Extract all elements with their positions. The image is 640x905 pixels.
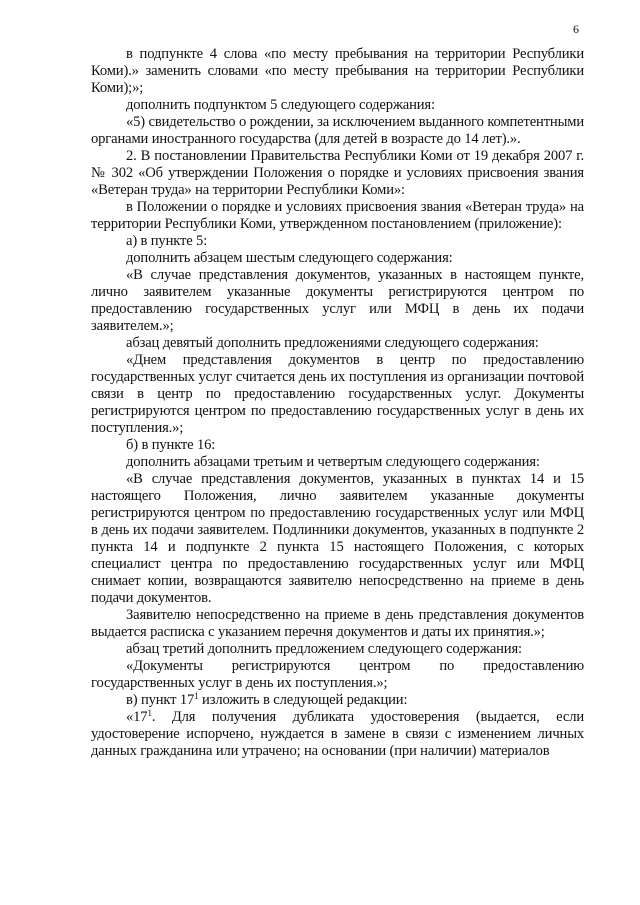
paragraph-15: абзац третий дополнить предложением следующего содержания:: [126, 641, 522, 657]
paragraph-17: [91, 692, 584, 709]
paragraph-14: Заявителю непосредственно на приеме в день представления документов выдается расписка с указанием перечня документов и даты их принятия.»;: [91, 607, 584, 640]
paragraph-18-start: «17: [126, 709, 148, 725]
paragraph-6: а) в пункте 5:: [126, 233, 208, 249]
paragraph-18: [91, 709, 584, 760]
paragraph-17-end: изложить в следующей редакции:: [198, 692, 408, 708]
paragraph-4: 2. В постановлении Правительства Республики Коми от 19 декабря 2007 г. № 302 «Об утверждении Положения о порядке и условиях присвоения звания «Ветеран труда» на территории Республики Коми»:: [91, 148, 584, 198]
paragraph-13: «В случае представления документов, указанных в пунктах 14 и 15 настоящего Положения, лично заявителем указанные документы регистрируются центром по предоставлению государственных услуг или МФЦ в день их подачи заявителем. Подлинники документов, указанных в подпункте 2 пункта 14 и подпункте 2 пункта 15 настоящего Положения, с которых специалист центра по предоставлению государственных услуг или МФЦ снимает копии, возвращаются заявителю непосредственно на приеме в день подачи документов.: [91, 471, 584, 606]
paragraph-18-end: . Для получения дубликата удостоверения (выдается, если удостоверение испорчено, нуждается в замене в связи с изменением личных данных гражданина или утрачено; на основании (при наличии) материалов: [91, 709, 584, 759]
paragraph-9: абзац девятый дополнить предложениями следующего содержания:: [126, 335, 539, 351]
paragraph-17-superscript: 1: [194, 691, 199, 701]
paragraph-7: дополнить абзацем шестым следующего содержания:: [126, 250, 453, 266]
paragraph-8: «В случае представления документов, указанных в настоящем пункте, лично заявителем указанные документы регистрируются центром по предоставлению государственных услуг или МФЦ в день их подачи заявителем.»;: [91, 267, 584, 334]
paragraph-2: дополнить подпунктом 5 следующего содержания:: [126, 97, 435, 113]
paragraph-16: «Документы регистрируются центром по предоставлению государственных услуг в день их поступления.»;: [91, 658, 584, 691]
paragraph-18-superscript: 1: [147, 708, 152, 718]
document-body: [91, 46, 584, 760]
paragraph-10: «Днем представления документов в центр по предоставлению государственных услуг считается день их поступления из организации почтовой связи в центр по предоставлению государственных услуг. Документы регистрируются центром по предоставлению государственных услуг в день их поступления.»;: [91, 352, 584, 436]
page-number: 6: [573, 22, 579, 36]
paragraph-12: дополнить абзацами третьим и четвертым следующего содержания:: [126, 454, 540, 470]
paragraph-11: б) в пункте 16:: [126, 437, 216, 453]
paragraph-3: «5) свидетельство о рождении, за исключением выданного компетентными органами иностранного государства (для детей в возрасте до 14 лет).».: [91, 114, 584, 147]
paragraph-1: в подпункте 4 слова «по месту пребывания на территории Республики Коми).» заменить словами «по месту пребывания на территории Республики Коми);»;: [91, 46, 584, 96]
paragraph-5: в Положении о порядке и условиях присвоения звания «Ветеран труда» на территории Республики Коми, утвержденном постановлением (приложение):: [91, 199, 584, 232]
paragraph-17-start: в) пункт 17: [126, 692, 195, 708]
